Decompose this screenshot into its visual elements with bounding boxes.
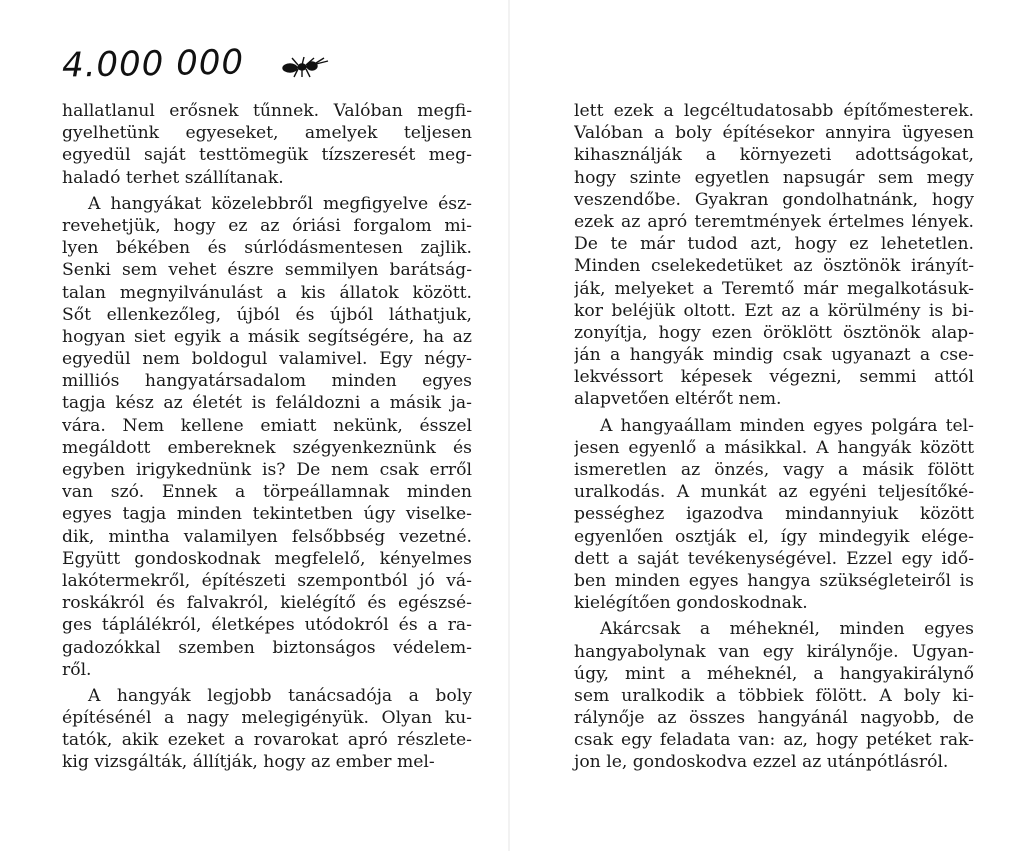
- text-line: A hangyaállam minden egyes polgára tel-: [600, 415, 974, 436]
- text-line: A hangyákat közelebbről megfigyelve ész-: [88, 193, 472, 214]
- handwritten-page-number: 4.000 000: [61, 42, 245, 86]
- paragraph: [574, 618, 974, 773]
- text-line: hangyabolynak van egy királynője. Ugyan-: [574, 641, 974, 662]
- text-line: roskákról és falvakról, kielégítő és egészsé-: [62, 593, 472, 614]
- text-line: alapvetően eltérőt nem.: [574, 389, 782, 410]
- text-line: gadozókkal szemben biztonságos védelem-: [62, 637, 472, 658]
- paragraph: [574, 100, 974, 411]
- text-line: ges táplálékról, életképes utódokról és a ra-: [62, 615, 472, 636]
- text-line: zonyítja, hogy ezen öröklött ösztönök alap-: [574, 322, 974, 343]
- text-line: pességhez igazodva mindannyiuk között: [574, 504, 974, 525]
- text-line: A hangyák legjobb tanácsadója a boly: [88, 685, 472, 706]
- text-line: jon le, gondoskodva ezzel az utánpótlásról.: [574, 752, 949, 773]
- text-line: ben minden egyes hangya szükségleteiről is: [574, 570, 974, 591]
- paragraph: [574, 415, 974, 615]
- text-line: veszendőbe. Gyakran gondolhatnánk, hogy: [574, 189, 974, 210]
- text-line: Senki sem vehet észre semmilyen barátság-: [62, 260, 472, 281]
- text-line: ismeretlen az önzés, vagy a másik fölött: [574, 460, 974, 481]
- text-line: milliós hangyatársadalom minden egyes: [62, 371, 472, 392]
- text-line: lyen békében és súrlódásmentesen zajlik.: [62, 238, 472, 259]
- text-line: rálynője az összes hangyánál nagyobb, de: [574, 708, 974, 729]
- text-line: haladó terhet szállítanak.: [62, 167, 284, 188]
- text-line: dett a saját tevékenységével. Ezzel egy idő-: [574, 548, 974, 569]
- paragraph: [62, 100, 472, 189]
- text-line: egyes tagja minden tekintetben úgy viselke-: [62, 504, 472, 525]
- text-line: dik, mintha valamilyen felsőbbség vezetné.: [62, 526, 472, 547]
- text-line: ján a hangyák mindig csak ugyanazt a cse-: [574, 345, 974, 366]
- text-line: Akárcsak a méheknél, minden egyes: [600, 619, 974, 640]
- text-line: egyben irigykednünk is? De nem csak erről: [62, 460, 472, 481]
- text-line: hogyan siet egyik a másik segítségére, ha az: [62, 326, 472, 347]
- text-line: lett ezek a legcéltudatosabb építőmesterek.: [574, 101, 974, 121]
- text-line: tagja kész az életét is feláldozni a másik ja-: [62, 393, 472, 414]
- text-line: egyedül saját testtömegük tízszeresét meg-: [62, 145, 472, 166]
- text-line: úgy, mint a méheknél, a hangyakirálynő: [574, 663, 974, 684]
- text-line: revehetjük, hogy ez az óriási forgalom mi-: [62, 215, 472, 236]
- text-line: talan megnyilvánulást a kis állatok között.: [62, 282, 472, 303]
- text-line: egyenlően osztják el, így mindegyik elége-: [574, 526, 974, 547]
- text-line: sem uralkodik a többiek fölött. A boly ki-: [574, 685, 974, 706]
- right-text-column: [574, 100, 974, 774]
- text-line: jesen egyenlő a másikkal. A hangyák között: [574, 437, 974, 458]
- text-line: hallatlanul erősnek tűnnek. Valóban megfi-: [62, 101, 472, 121]
- paragraph: [62, 685, 472, 774]
- text-line: kielégítően gondoskodnak.: [574, 593, 808, 614]
- text-line: tatók, akik ezeket a rovarokat apró részlete-: [62, 730, 472, 751]
- text-line: hogy szinte egyetlen napsugár sem megy: [574, 167, 974, 188]
- text-line: kig vizsgálták, állítják, hogy az ember mel-: [62, 752, 435, 773]
- text-line: lakótermekről, építészeti szempontból jó vá-: [62, 570, 472, 591]
- text-line: De te már tudod azt, hogy ez lehetetlen.: [574, 234, 974, 255]
- left-text-column: [62, 100, 472, 774]
- paragraph: [62, 193, 472, 681]
- text-line: lekvéssort képesek végezni, semmi attól: [574, 367, 974, 388]
- right-page: [510, 0, 1020, 851]
- text-line: kihasználják a környezeti adottságokat,: [574, 145, 974, 166]
- text-line: építésénél a nagy melegigényük. Olyan ku-: [62, 708, 472, 729]
- text-line: csak egy feladata van: az, hogy petéket rak-: [574, 730, 974, 751]
- text-line: vára. Nem kellene emiatt nekünk, ésszel: [62, 415, 472, 436]
- text-line: Valóban a boly építésekor annyira ügyesen: [574, 123, 974, 144]
- text-line: uralkodás. A munkát az egyéni teljesítőké-: [574, 482, 974, 503]
- text-line: Sőt ellenkezőleg, újból és újból láthatjuk,: [62, 304, 472, 325]
- text-line: ről.: [62, 659, 92, 680]
- text-line: Minden cselekedetüket az ösztönök irányít-: [574, 256, 974, 277]
- text-line: megáldott embereknek szégyenkeznünk és: [62, 437, 472, 458]
- text-line: gyelhetünk egyeseket, amelyek teljesen: [62, 123, 472, 144]
- text-line: van szó. Ennek a törpeállamnak minden: [62, 482, 472, 503]
- text-line: egyedül nem boldogul valamivel. Egy négy-: [62, 349, 472, 370]
- text-line: kor beléjük oltott. Ezt az a körülmény is bi-: [574, 300, 974, 321]
- text-line: ják, melyeket a Teremtő már megalkotásuk-: [574, 278, 974, 299]
- ant-icon: [278, 55, 338, 79]
- text-line: Együtt gondoskodnak megfelelő, kényelmes: [62, 548, 472, 569]
- text-line: ezek az apró teremtmények értelmes lények.: [574, 211, 974, 232]
